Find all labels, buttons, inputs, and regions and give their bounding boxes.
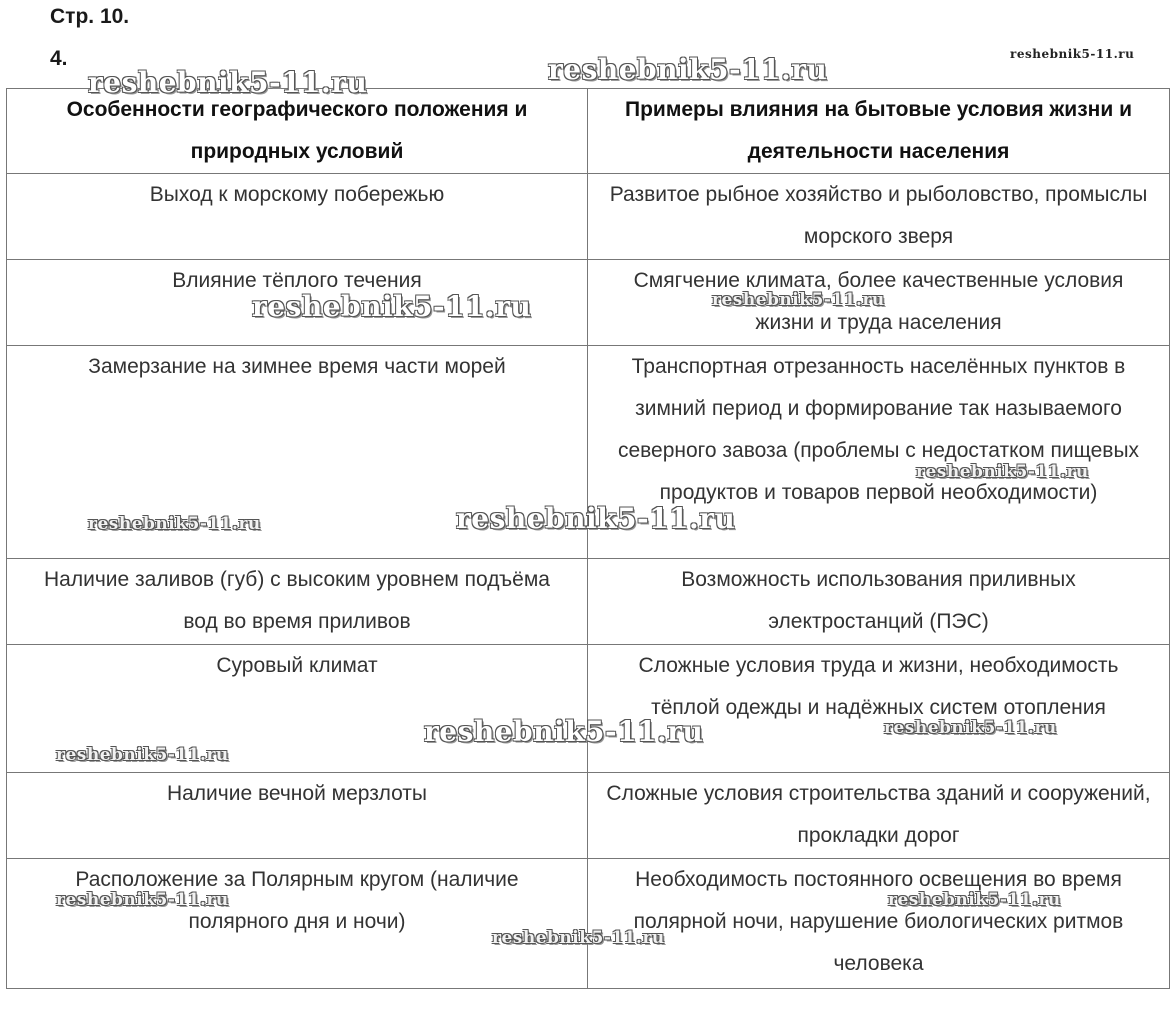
page-label: Стр. 10. — [50, 5, 130, 28]
example-cell: Возможность использования приливных электростанций (ПЭС) — [588, 559, 1170, 645]
example-cell: Необходимость постоянного освещения во время полярной ночи, нарушение биологических ритмов человека — [588, 859, 1170, 989]
watermark: reshebnik5-11.ru — [492, 928, 665, 948]
table-row — [7, 260, 1170, 346]
feature-cell: Выход к морскому побережью — [7, 174, 588, 260]
feature-cell: Наличие вечной мерзлоты — [7, 773, 588, 859]
table-row — [7, 773, 1170, 859]
watermark: reshebnik5-11.ru — [88, 66, 368, 99]
watermark: reshebnik5-11.ru — [56, 890, 229, 910]
feature-cell: Влияние тёплого течения — [7, 260, 588, 346]
table-row — [7, 645, 1170, 773]
table-header-row — [7, 89, 1170, 174]
answer-table — [6, 88, 1170, 989]
feature-cell: Расположение за Полярным кругом (наличие полярного дня и ночи) — [7, 859, 588, 989]
example-cell: Сложные условия труда и жизни, необходимость тёплой одежды и надёжных систем отопления — [588, 645, 1170, 773]
feature-cell: Замерзание на зимнее время части морей — [7, 346, 588, 559]
watermark: reshebnik5-11.ru — [1010, 47, 1135, 61]
watermark: reshebnik5-11.ru — [884, 718, 1057, 738]
example-cell: Сложные условия строительства зданий и сооружений, прокладки дорог — [588, 773, 1170, 859]
example-cell: Развитое рыбное хозяйство и рыболовство, промыслы морского зверя — [588, 174, 1170, 260]
table-row — [7, 859, 1170, 989]
feature-cell: Наличие заливов (губ) с высоким уровнем подъёма вод во время приливов — [7, 559, 588, 645]
task-number: 4. — [50, 47, 68, 70]
watermark: reshebnik5-11.ru — [712, 290, 885, 310]
watermark: reshebnik5-11.ru — [548, 53, 828, 86]
table-row — [7, 174, 1170, 260]
table-row — [7, 559, 1170, 645]
header-cell-examples: Примеры влияния на бытовые условия жизни и деятельности населения — [588, 89, 1170, 174]
example-cell: Смягчение климата, более качественные условия жизни и труда населения — [588, 260, 1170, 346]
example-cell: Транспортная отрезанность населённых пунктов в зимний период и формирование так называемого северного завоза (проблемы с недостатком пищевых продуктов и товаров первой необходимости) — [588, 346, 1170, 559]
header-cell-features: Особенности географического положения и природных условий — [7, 89, 588, 174]
watermark: reshebnik5-11.ru — [252, 290, 532, 323]
watermark: reshebnik5-11.ru — [88, 514, 261, 534]
feature-cell: Суровый климат — [7, 645, 588, 773]
watermark: reshebnik5-11.ru — [916, 462, 1089, 482]
watermark: reshebnik5-11.ru — [888, 890, 1061, 910]
table-row — [7, 346, 1170, 559]
watermark: reshebnik5-11.ru — [56, 745, 229, 765]
watermark: reshebnik5-11.ru — [424, 715, 704, 748]
watermark: reshebnik5-11.ru — [456, 502, 736, 535]
